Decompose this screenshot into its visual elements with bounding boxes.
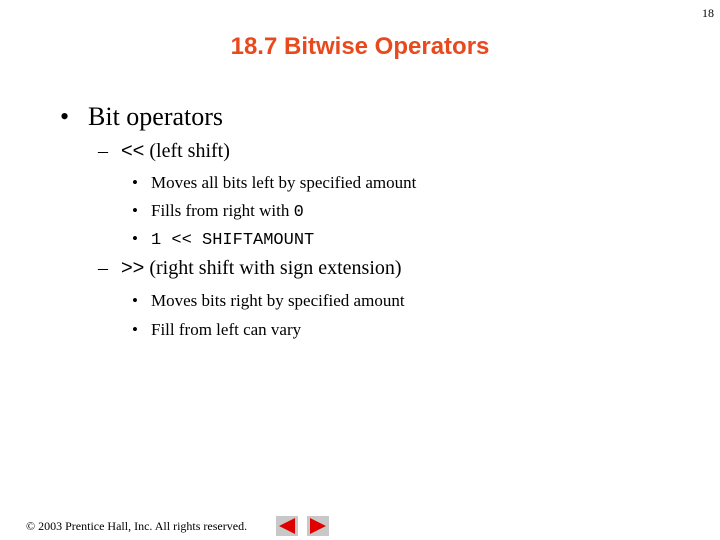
bullet-text: Moves all bits left by specified amount [151,173,417,192]
bullet-text: Fill from left can vary [151,320,302,339]
bullet-text: Fills from right with [151,201,294,220]
code-shift-example: 1 << SHIFTAMOUNT [151,231,315,250]
previous-slide-button[interactable] [276,516,298,536]
dash-marker: – [98,140,108,162]
bullet-text: (right shift with sign extension) [144,257,402,279]
next-slide-button[interactable] [307,516,329,536]
bullet-fill-from-left [132,320,301,340]
left-shift-operator: << [121,140,145,162]
left-arrow-icon [276,516,298,536]
bullet-text: (left shift) [144,140,230,162]
bullet-marker: • [132,229,138,248]
bullet-shift-example [132,229,314,250]
bullet-text: Bit operators [88,102,224,131]
bullet-marker: • [132,173,138,192]
bullet-fills-from-right [132,201,304,222]
bullet-moves-all-bits-left [132,173,416,193]
right-shift-operator: >> [121,257,145,279]
bullet-moves-bits-right [132,291,405,311]
right-arrow-icon [307,516,329,536]
bullet-marker: • [132,320,138,339]
page-number: 18 [702,6,714,20]
bullet-bit-operators [60,102,223,132]
bullet-marker: • [60,102,70,131]
bullet-right-shift [98,257,402,280]
bullet-marker: • [132,291,138,310]
bullet-marker: • [132,201,138,220]
slide-title: 18.7 Bitwise Operators [230,33,490,60]
bullet-left-shift [98,140,230,163]
code-zero: 0 [293,203,304,222]
dash-marker: – [98,257,108,279]
copyright-footer: © 2003 Prentice Hall, Inc. All rights reserved. [26,519,248,533]
bullet-text: Moves bits right by specified amount [151,291,405,310]
